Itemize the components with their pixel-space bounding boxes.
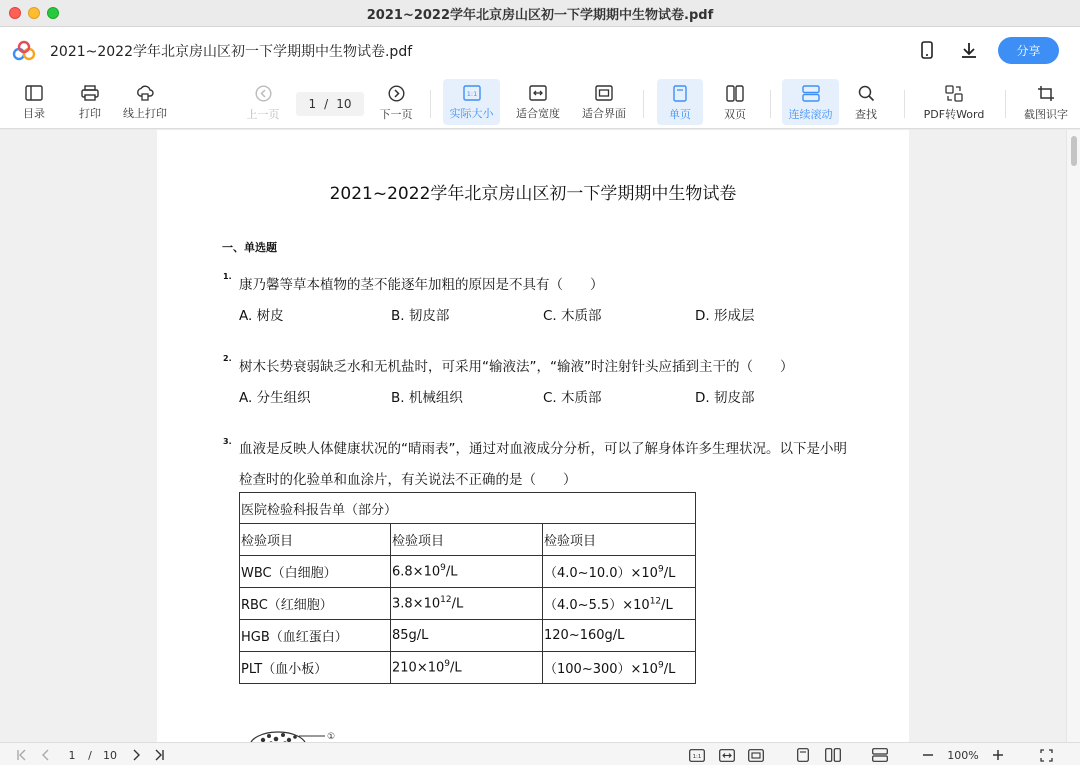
- fit-width-button[interactable]: [510, 79, 566, 125]
- zoom-in-icon[interactable]: [990, 747, 1006, 763]
- actual-size-icon: [463, 85, 481, 101]
- table-cell: PLT（血小板）: [240, 652, 391, 684]
- question-text-line1: 血液是反映人体健康状况的“晴雨表”，通过对血液成分分析，可以了解身体许多生理状况。以下是小明: [239, 441, 847, 457]
- svg-text:1:1: 1:1: [466, 90, 477, 98]
- window-controls: [9, 7, 59, 19]
- online-print-label: 线上打印: [123, 107, 167, 120]
- close-window-button[interactable]: [9, 7, 21, 19]
- total-pages-value: 10: [336, 97, 352, 111]
- app-logo-icon: [12, 39, 36, 63]
- single-page-label: 单页: [669, 108, 691, 121]
- toolbar-divider: [643, 90, 644, 118]
- actual-size-button[interactable]: [443, 79, 500, 125]
- table-row: [240, 588, 696, 620]
- convert-icon: [945, 85, 963, 102]
- section-heading: 一、单选题: [222, 241, 277, 254]
- current-page-value: 1: [308, 97, 317, 111]
- pdf-page: [157, 130, 909, 742]
- toolbar-divider: [770, 90, 771, 118]
- first-page-icon[interactable]: [14, 747, 30, 763]
- double-page-icon: [726, 85, 744, 102]
- table-cell: $(4.0\sim 10.0)\times 10^9/L$: [543, 556, 696, 588]
- option: D. 形成层: [695, 308, 755, 324]
- crop-icon: [1037, 85, 1055, 102]
- prev-page-button[interactable]: [240, 79, 286, 125]
- table-header-row: [240, 524, 696, 556]
- print-button[interactable]: [68, 79, 112, 125]
- status-total-pages: 10: [103, 748, 117, 762]
- online-print-button[interactable]: [116, 79, 174, 125]
- window-title: 2021~2022学年北京房山区初一下学期期中生物试卷.pdf: [366, 7, 714, 23]
- document-header: [0, 27, 1080, 74]
- zoom-window-button[interactable]: [47, 7, 59, 19]
- continuous-scroll-label: 连续滚动: [788, 108, 833, 121]
- column-header: 检验项目: [240, 524, 391, 556]
- continuous-scroll-icon[interactable]: [871, 747, 889, 763]
- column-header: 检验项目: [543, 524, 696, 556]
- vertical-scrollbar[interactable]: [1066, 130, 1080, 742]
- zoom-out-icon[interactable]: [920, 747, 936, 763]
- zoom-level[interactable]: 100%: [947, 748, 979, 762]
- document-name: 2021~2022学年北京房山区初一下学期期中生物试卷.pdf: [50, 44, 413, 60]
- table-row: [240, 556, 696, 588]
- find-label: 查找: [855, 108, 877, 121]
- ocr-label: 截图识字: [1024, 108, 1068, 121]
- double-page-icon[interactable]: [824, 747, 842, 763]
- status-page-separator: /: [88, 748, 92, 762]
- table-cell: $210\times 10^9/L$: [391, 652, 543, 684]
- find-button[interactable]: [846, 79, 886, 125]
- option: A. 树皮: [239, 308, 284, 324]
- option: B. 机械组织: [391, 390, 463, 406]
- last-page-icon[interactable]: [151, 747, 167, 763]
- option: D. 韧皮部: [695, 390, 755, 406]
- continuous-scroll-icon: [802, 85, 820, 102]
- table-row: [240, 652, 696, 684]
- search-icon: [858, 85, 875, 102]
- single-page-icon[interactable]: [795, 747, 811, 763]
- prev-page-icon[interactable]: [38, 747, 54, 763]
- chevron-left-circle-icon: [255, 85, 272, 102]
- status-bar: [0, 742, 1080, 765]
- toolbar-divider: [1005, 90, 1006, 118]
- question-text: 树木长势衰弱缺乏水和无机盐时，可采用“输液法”，“输液”时注射针头应插到主干的（ ）: [239, 359, 794, 375]
- toc-label: 目录: [23, 107, 45, 120]
- fit-width-label: 适合宽度: [516, 107, 560, 120]
- option: C. 木质部: [543, 390, 602, 406]
- actual-size-label: 实际大小: [449, 107, 494, 120]
- table-cell: RBC（红细胞）: [240, 588, 391, 620]
- fullscreen-icon[interactable]: [1038, 747, 1054, 763]
- pdf-to-word-label: PDF转Word: [923, 108, 985, 121]
- printer-icon: [81, 85, 99, 101]
- status-current-page[interactable]: 1: [68, 748, 76, 762]
- table-row: [240, 620, 696, 652]
- fit-page-label: 适合界面: [582, 107, 626, 120]
- toolbar-divider: [904, 90, 905, 118]
- option: A. 分生组织: [239, 390, 311, 406]
- fit-width-icon: [529, 85, 547, 101]
- minimize-window-button[interactable]: [28, 7, 40, 19]
- fit-page-icon: [595, 85, 613, 101]
- svg-text:1:1: 1:1: [692, 753, 702, 760]
- page-separator: /: [324, 97, 329, 111]
- table-cell: 85g/L: [391, 620, 543, 652]
- table-cell: $6.8\times 10^9/L$: [391, 556, 543, 588]
- table-cell: 120~160g/L: [543, 620, 696, 652]
- question-text-line2: 检查时的化验单和血涂片，有关说法不正确的是（ ）: [239, 472, 577, 488]
- single-page-button[interactable]: [657, 79, 703, 125]
- toc-button[interactable]: [12, 79, 56, 125]
- column-header: 检验项目: [391, 524, 543, 556]
- lab-report-table: [239, 492, 696, 684]
- table-cell: $3.8\times 10^{12}/L$: [391, 588, 543, 620]
- fit-page-button[interactable]: [576, 79, 632, 125]
- fit-page-icon[interactable]: [747, 747, 765, 763]
- table-cell: $(100\sim 300)\times 10^9/L$: [543, 652, 696, 684]
- mobile-icon[interactable]: [916, 39, 938, 61]
- table-cell: $(4.0\sim 5.5)\times 10^{12}/L$: [543, 588, 696, 620]
- question-number: 2.: [223, 354, 232, 363]
- question-text: 康乃馨等草本植物的茎不能逐年加粗的原因是不具有（ ）: [239, 277, 604, 293]
- next-page-label: 下一页: [379, 108, 413, 121]
- fit-width-icon[interactable]: [718, 747, 736, 763]
- double-page-label: 双页: [724, 108, 746, 121]
- paper-title: 2021~2022学年北京房山区初一下学期期中生物试卷: [329, 184, 737, 204]
- table-cell: WBC（白细胞）: [240, 556, 391, 588]
- question-number: 1.: [223, 272, 232, 281]
- document-viewport[interactable]: [0, 130, 1080, 742]
- table-caption: 医院检验科报告单（部分）: [240, 493, 696, 524]
- chevron-right-circle-icon: [388, 85, 405, 102]
- share-button[interactable]: 分享: [998, 37, 1059, 64]
- prev-page-label: 上一页: [246, 108, 280, 121]
- double-page-button[interactable]: [712, 79, 758, 125]
- download-icon[interactable]: [958, 39, 980, 61]
- continuous-scroll-button[interactable]: [782, 79, 839, 125]
- table-cell: HGB（血红蛋白）: [240, 620, 391, 652]
- cloud-print-icon: [136, 85, 154, 101]
- single-page-icon: [673, 85, 687, 102]
- toolbar-divider: [430, 90, 431, 118]
- actual-size-icon[interactable]: [688, 747, 706, 763]
- question-number: 3.: [223, 437, 232, 446]
- scrollbar-thumb[interactable]: [1071, 136, 1077, 166]
- blood-smear-figure: [249, 722, 349, 742]
- next-page-button[interactable]: [373, 79, 419, 125]
- figure-label: ①: [327, 732, 336, 742]
- next-page-icon[interactable]: [128, 747, 144, 763]
- page-number-input[interactable]: [296, 92, 364, 116]
- pdf-to-word-button[interactable]: [918, 79, 990, 125]
- option: C. 木质部: [543, 308, 602, 324]
- ocr-button[interactable]: [1018, 79, 1074, 125]
- print-label: 打印: [79, 107, 101, 120]
- toc-icon: [25, 85, 43, 101]
- window-titlebar: [0, 0, 1080, 27]
- option: B. 韧皮部: [391, 308, 450, 324]
